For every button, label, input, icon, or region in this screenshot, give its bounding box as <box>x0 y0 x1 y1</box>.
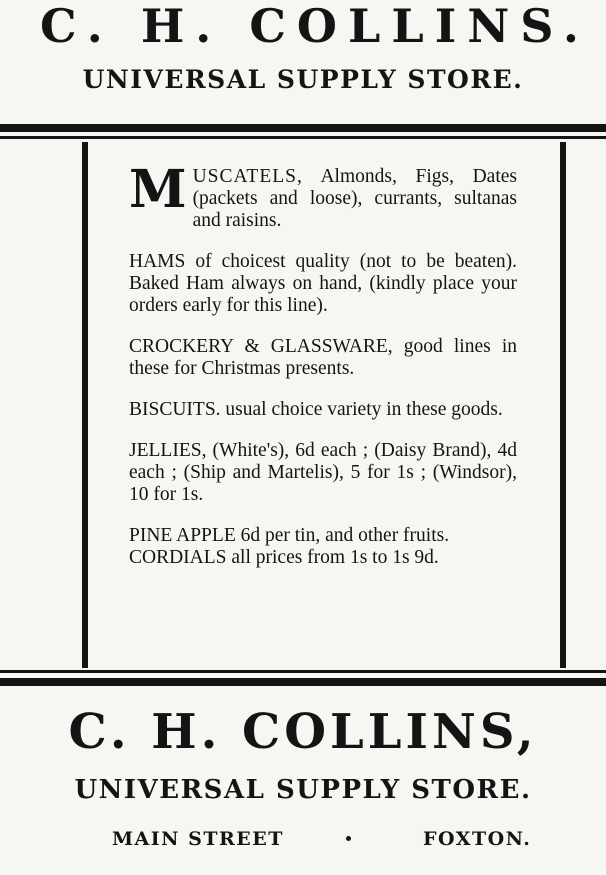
ad-copy <box>129 159 517 588</box>
street-address: MAIN STREET <box>112 828 284 850</box>
header-store-subtitle: UNIVERSAL SUPPLY STORE. <box>82 65 524 94</box>
jellies-paragraph: JELLIES, (White's), 6d each ; (Daisy Brand), 4d each ; (Ship and Martelis), 5 for 1s ; (Windsor), 10 for 1s. <box>129 440 517 505</box>
muscatels-paragraph <box>129 159 517 232</box>
drop-cap: M <box>129 159 187 220</box>
muscatels-text: Almonds, Figs, Dates (packets and loose), currants, sultanas and raisins. <box>192 166 517 231</box>
footer-store-name: C. H. COLLINS, <box>68 704 538 760</box>
top-thick-rule <box>0 124 606 132</box>
footer-store-subtitle: UNIVERSAL SUPPLY STORE. <box>74 775 532 805</box>
biscuits-paragraph: BISCUITS. usual choice variety in these goods. <box>129 399 503 420</box>
pineapple-paragraph: PINE APPLE 6d per tin, and other fruits. <box>129 525 450 546</box>
address-separator <box>346 836 351 841</box>
hams-paragraph: HAMS of choicest quality (not to be beaten). Baked Ham always on hand, (kindly place your orders early for this line). <box>129 251 517 316</box>
header-store-name: C. H. COLLINS. <box>40 0 590 53</box>
bottom-thin-rule <box>0 670 606 673</box>
muscatels-lead: USCATELS, <box>192 166 303 187</box>
top-thin-rule <box>0 136 606 139</box>
cordials-paragraph: CORDIALS all prices from 1s to 1s 9d. <box>129 547 439 568</box>
bottom-thick-rule <box>0 678 606 686</box>
town-name: FOXTON. <box>423 828 532 850</box>
crockery-paragraph: CROCKERY & GLASSWARE, good lines in these for Christmas presents. <box>129 336 517 379</box>
